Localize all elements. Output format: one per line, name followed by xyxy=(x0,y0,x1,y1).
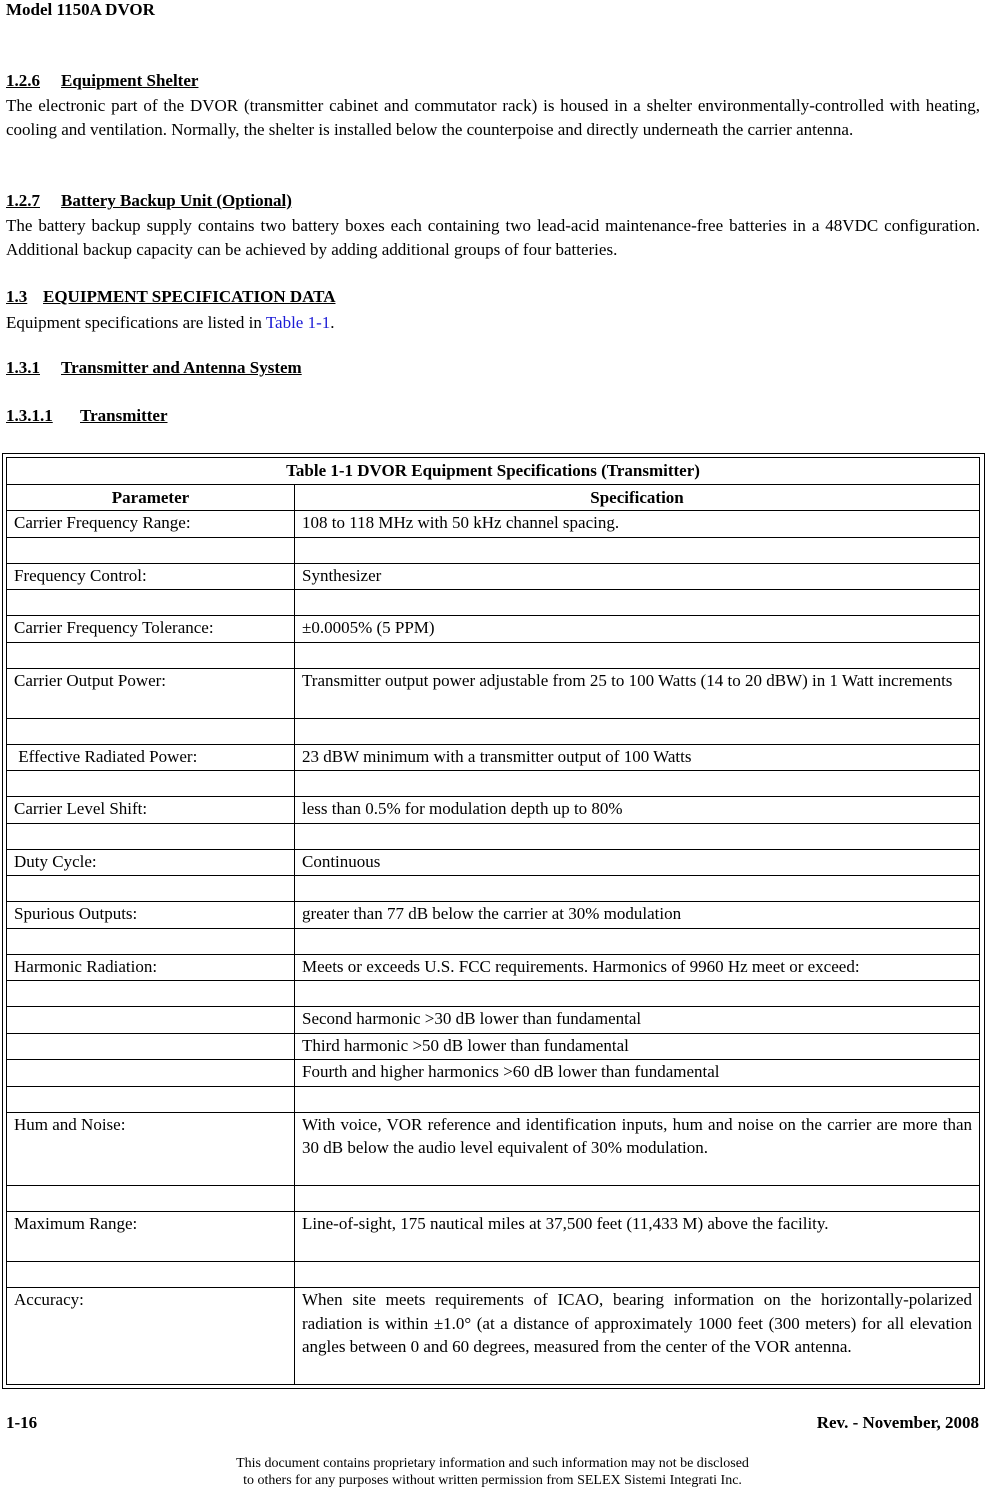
section-heading-1-2-6 xyxy=(6,71,198,91)
specification-cell: Third harmonic >50 dB lower than fundamental xyxy=(295,1033,980,1060)
table-row xyxy=(7,1033,980,1060)
spec-table-body xyxy=(7,511,980,1385)
section-number: 1.3.1 xyxy=(6,358,40,377)
table-row xyxy=(7,771,980,797)
specification-cell xyxy=(295,642,980,668)
table-row xyxy=(7,744,980,771)
section-heading-1-2-7 xyxy=(6,191,292,211)
specification-cell: Meets or exceeds U.S. FCC requirements. Harmonics of 9960 Hz meet or exceed: xyxy=(295,954,980,981)
section-title: EQUIPMENT SPECIFICATION DATA xyxy=(43,287,336,306)
section-heading-1-3-1 xyxy=(6,358,302,378)
revision-date: Rev. - November, 2008 xyxy=(816,1413,979,1432)
parameter-cell xyxy=(7,771,295,797)
body-text: Equipment specifications are listed in xyxy=(6,313,266,332)
body-text: . xyxy=(330,313,335,332)
specification-cell xyxy=(295,1262,980,1288)
table-row xyxy=(7,1186,980,1212)
table-row xyxy=(7,954,980,981)
section-title: Equipment Shelter xyxy=(61,71,199,90)
parameter-cell: Duty Cycle: xyxy=(7,849,295,876)
specification-cell xyxy=(295,537,980,563)
table-row xyxy=(7,823,980,849)
parameter-cell xyxy=(7,642,295,668)
table-row xyxy=(7,1086,980,1112)
specification-cell: Synthesizer xyxy=(295,563,980,590)
specification-cell xyxy=(295,590,980,616)
notice-line: This document contains proprietary information and such information may not be disclosed xyxy=(236,1456,749,1471)
section-heading-1-3 xyxy=(6,287,336,307)
parameter-cell xyxy=(7,823,295,849)
spec-table xyxy=(6,457,980,1385)
specification-cell xyxy=(295,928,980,954)
specification-cell xyxy=(295,771,980,797)
table-row xyxy=(7,718,980,744)
table-row xyxy=(7,668,980,718)
table-row xyxy=(7,1288,980,1385)
table-row xyxy=(7,981,980,1007)
page-number: 1-16 xyxy=(6,1413,38,1432)
specification-cell: Line-of-sight, 175 nautical miles at 37,500 feet (11,433 M) above the facility. xyxy=(295,1212,980,1262)
table-row xyxy=(7,1112,980,1186)
section-number: 1.3.1.1 xyxy=(6,406,53,425)
specification-cell: Second harmonic >30 dB lower than fundamental xyxy=(295,1007,980,1034)
section-title: Battery Backup Unit (Optional) xyxy=(61,191,292,210)
document-header: Model 1150A DVOR xyxy=(6,0,155,19)
parameter-cell: Harmonic Radiation: xyxy=(7,954,295,981)
parameter-cell: Maximum Range: xyxy=(7,1212,295,1262)
specification-cell: Fourth and higher harmonics >60 dB lower than fundamental xyxy=(295,1060,980,1087)
parameter-cell xyxy=(7,537,295,563)
section-title: Transmitter and Antenna System xyxy=(61,358,302,377)
parameter-cell xyxy=(7,1007,295,1034)
specification-cell: ±0.0005% (5 PPM) xyxy=(295,616,980,643)
table-caption: Table 1-1 DVOR Equipment Specifications (Transmitter) xyxy=(7,458,980,485)
section-body-equipment-shelter: The electronic part of the DVOR (transmitter cabinet and commutator rack) is housed in a shelter environmentally-controlled with heating, cooling and ventilation. Normally, the shelter is installed below the counterpoise and directly underneath the carrier antenna. xyxy=(6,96,980,139)
table-row xyxy=(7,797,980,824)
table-row xyxy=(7,642,980,668)
section-heading-1-3-1-1 xyxy=(6,406,168,426)
table-row xyxy=(7,928,980,954)
parameter-cell: Frequency Control: xyxy=(7,563,295,590)
section-number: 1.2.6 xyxy=(6,71,40,90)
parameter-cell xyxy=(7,1033,295,1060)
section-number: 1.2.7 xyxy=(6,191,40,210)
parameter-cell xyxy=(7,1086,295,1112)
table-row xyxy=(7,1262,980,1288)
section-number: 1.3 xyxy=(6,287,28,306)
parameter-cell: Carrier Output Power: xyxy=(7,668,295,718)
table-row xyxy=(7,1007,980,1034)
parameter-cell xyxy=(7,928,295,954)
section-title: Transmitter xyxy=(80,406,168,425)
specification-cell xyxy=(295,823,980,849)
table-row xyxy=(7,902,980,929)
specification-cell: With voice, VOR reference and identification inputs, hum and noise on the carrier are more than 30 dB below the audio level equivalent of 30% modulation. xyxy=(295,1112,980,1186)
column-header-specification: Specification xyxy=(295,485,980,511)
parameter-cell: Accuracy: xyxy=(7,1288,295,1385)
parameter-cell xyxy=(7,981,295,1007)
table-row xyxy=(7,1060,980,1087)
table-row xyxy=(7,511,980,538)
notice-line: to others for any purposes without written permission from SELEX Sistemi Integrati Inc. xyxy=(243,1473,742,1488)
specification-cell: When site meets requirements of ICAO, bearing information on the horizontally-polarized radiation is within ±1.0° (at a distance of approximately 1000 feet (300 meters) for all elevation angles between 0 and 60 degrees, measured from the center of the VOR antenna. xyxy=(295,1288,980,1385)
specification-cell xyxy=(295,876,980,902)
parameter-cell: Effective Radiated Power: xyxy=(7,744,295,771)
specification-cell: 108 to 118 MHz with 50 kHz channel spacing. xyxy=(295,511,980,538)
specification-cell xyxy=(295,981,980,1007)
specification-cell xyxy=(295,718,980,744)
proprietary-notice xyxy=(0,1455,985,1489)
parameter-cell xyxy=(7,718,295,744)
section-body-spec-data xyxy=(6,311,980,335)
parameter-cell: Spurious Outputs: xyxy=(7,902,295,929)
specification-cell: Continuous xyxy=(295,849,980,876)
specification-cell: 23 dBW minimum with a transmitter output of 100 Watts xyxy=(295,744,980,771)
table-row xyxy=(7,563,980,590)
parameter-cell xyxy=(7,590,295,616)
specification-cell: less than 0.5% for modulation depth up to 80% xyxy=(295,797,980,824)
table-row xyxy=(7,616,980,643)
parameter-cell: Carrier Frequency Range: xyxy=(7,511,295,538)
table-reference-link[interactable]: Table 1-1 xyxy=(265,313,331,332)
parameter-cell xyxy=(7,1060,295,1087)
parameter-cell xyxy=(7,1262,295,1288)
parameter-cell: Carrier Frequency Tolerance: xyxy=(7,616,295,643)
table-row xyxy=(7,849,980,876)
section-body-battery-backup: The battery backup supply contains two battery boxes each containing two lead-acid maintenance-free batteries in a 48VDC configuration. Additional backup capacity can be achieved by adding additional groups of four batteries. xyxy=(6,216,980,259)
table-row xyxy=(7,876,980,902)
parameter-cell xyxy=(7,1186,295,1212)
spec-table-frame xyxy=(2,453,985,1389)
specification-cell: greater than 77 dB below the carrier at 30% modulation xyxy=(295,902,980,929)
specification-cell: Transmitter output power adjustable from 25 to 100 Watts (14 to 20 dBW) in 1 Watt increments xyxy=(295,668,980,718)
parameter-cell: Hum and Noise: xyxy=(7,1112,295,1186)
table-row xyxy=(7,1212,980,1262)
table-row xyxy=(7,590,980,616)
column-header-parameter: Parameter xyxy=(7,485,295,511)
specification-cell xyxy=(295,1186,980,1212)
specification-cell xyxy=(295,1086,980,1112)
table-row xyxy=(7,537,980,563)
parameter-cell: Carrier Level Shift: xyxy=(7,797,295,824)
parameter-cell xyxy=(7,876,295,902)
